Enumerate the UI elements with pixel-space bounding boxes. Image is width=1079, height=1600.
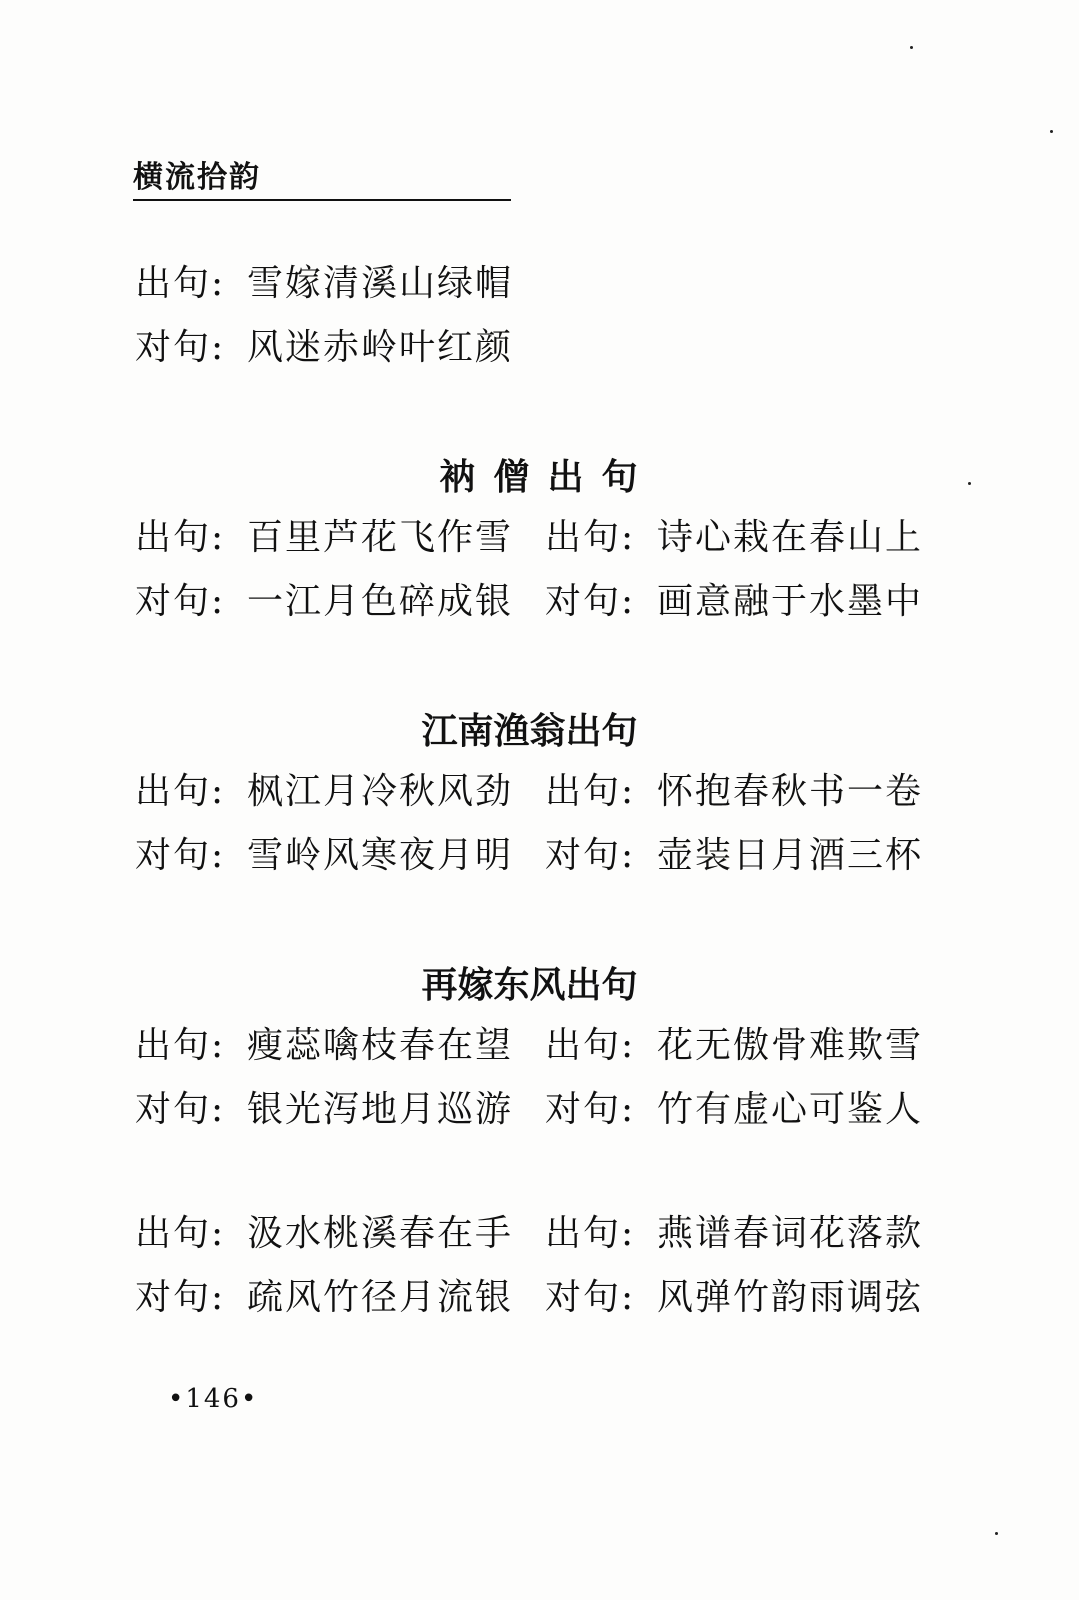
out-text: 诗心栽在春山上 — [657, 517, 924, 558]
out-label: 出句: — [135, 1213, 226, 1254]
couplet-out-line — [135, 1212, 513, 1256]
out-text: 怀抱春秋书一卷 — [657, 771, 924, 812]
response-label: 对句: — [135, 581, 226, 622]
out-label: 出句: — [545, 1213, 636, 1254]
couplet-response-line — [545, 1276, 923, 1320]
out-label: 出句: — [135, 1025, 226, 1066]
scan-speck — [910, 46, 913, 49]
couplet-out-line — [545, 516, 923, 560]
response-text: 壶装日月酒三杯 — [657, 835, 924, 876]
out-text: 枫江月冷秋风劲 — [247, 771, 514, 812]
response-text: 竹有虚心可鉴人 — [657, 1089, 924, 1130]
out-text: 汲水桃溪春在手 — [247, 1213, 514, 1254]
response-text: 风迷赤岭叶红颜 — [247, 327, 514, 368]
couplet-response-line — [545, 1088, 923, 1132]
response-label: 对句: — [545, 835, 636, 876]
couplet-response-line — [135, 834, 513, 878]
out-text: 花无傲骨难欺雪 — [657, 1025, 924, 1066]
couplet-response-line — [545, 834, 923, 878]
running-head: 横流拾韵 — [133, 160, 511, 201]
out-label: 出句: — [135, 517, 226, 558]
couplet-response-line — [135, 1276, 513, 1320]
response-label: 对句: — [545, 581, 636, 622]
scan-speck — [968, 482, 971, 485]
couplet-out-line — [135, 516, 513, 560]
couplet-out-line — [545, 1212, 923, 1256]
scan-speck — [995, 1532, 998, 1535]
couplet-response-line — [135, 326, 513, 370]
response-text: 一江月色碎成银 — [247, 581, 514, 622]
couplet-out-line — [135, 770, 513, 814]
response-label: 对句: — [135, 835, 226, 876]
response-label: 对句: — [135, 1277, 226, 1318]
response-text: 疏风竹径月流银 — [247, 1277, 514, 1318]
response-label: 对句: — [135, 327, 226, 368]
out-text: 百里芦花飞作雪 — [247, 517, 514, 558]
section-title: 再嫁东风出句 — [421, 965, 638, 1006]
out-label: 出句: — [135, 771, 226, 812]
response-label: 对句: — [135, 1089, 226, 1130]
response-text: 风弹竹韵雨调弦 — [657, 1277, 924, 1318]
couplet-response-line — [545, 580, 923, 624]
section-title: 衲僧出句 — [439, 457, 656, 498]
out-label: 出句: — [545, 771, 636, 812]
out-text: 燕谱春词花落款 — [657, 1213, 924, 1254]
response-text: 银光泻地月巡游 — [247, 1089, 514, 1130]
response-label: 对句: — [545, 1089, 636, 1130]
response-text: 画意融于水墨中 — [657, 581, 924, 622]
out-label: 出句: — [545, 517, 636, 558]
couplet-out-line — [545, 770, 923, 814]
couplet-out-line — [135, 262, 513, 306]
couplet-response-line — [135, 580, 513, 624]
couplet-out-line — [545, 1024, 923, 1068]
response-label: 对句: — [545, 1277, 636, 1318]
section-title: 江南渔翁出句 — [421, 711, 638, 752]
out-text: 雪嫁清溪山绿帽 — [247, 263, 514, 304]
response-text: 雪岭风寒夜月明 — [247, 835, 514, 876]
out-text: 瘦蕊噙枝春在望 — [247, 1025, 514, 1066]
out-label: 出句: — [545, 1025, 636, 1066]
couplet-response-line — [135, 1088, 513, 1132]
out-label: 出句: — [135, 263, 226, 304]
scan-speck — [1050, 130, 1053, 133]
couplet-out-line — [135, 1024, 513, 1068]
page-number: •146• — [168, 1384, 259, 1414]
